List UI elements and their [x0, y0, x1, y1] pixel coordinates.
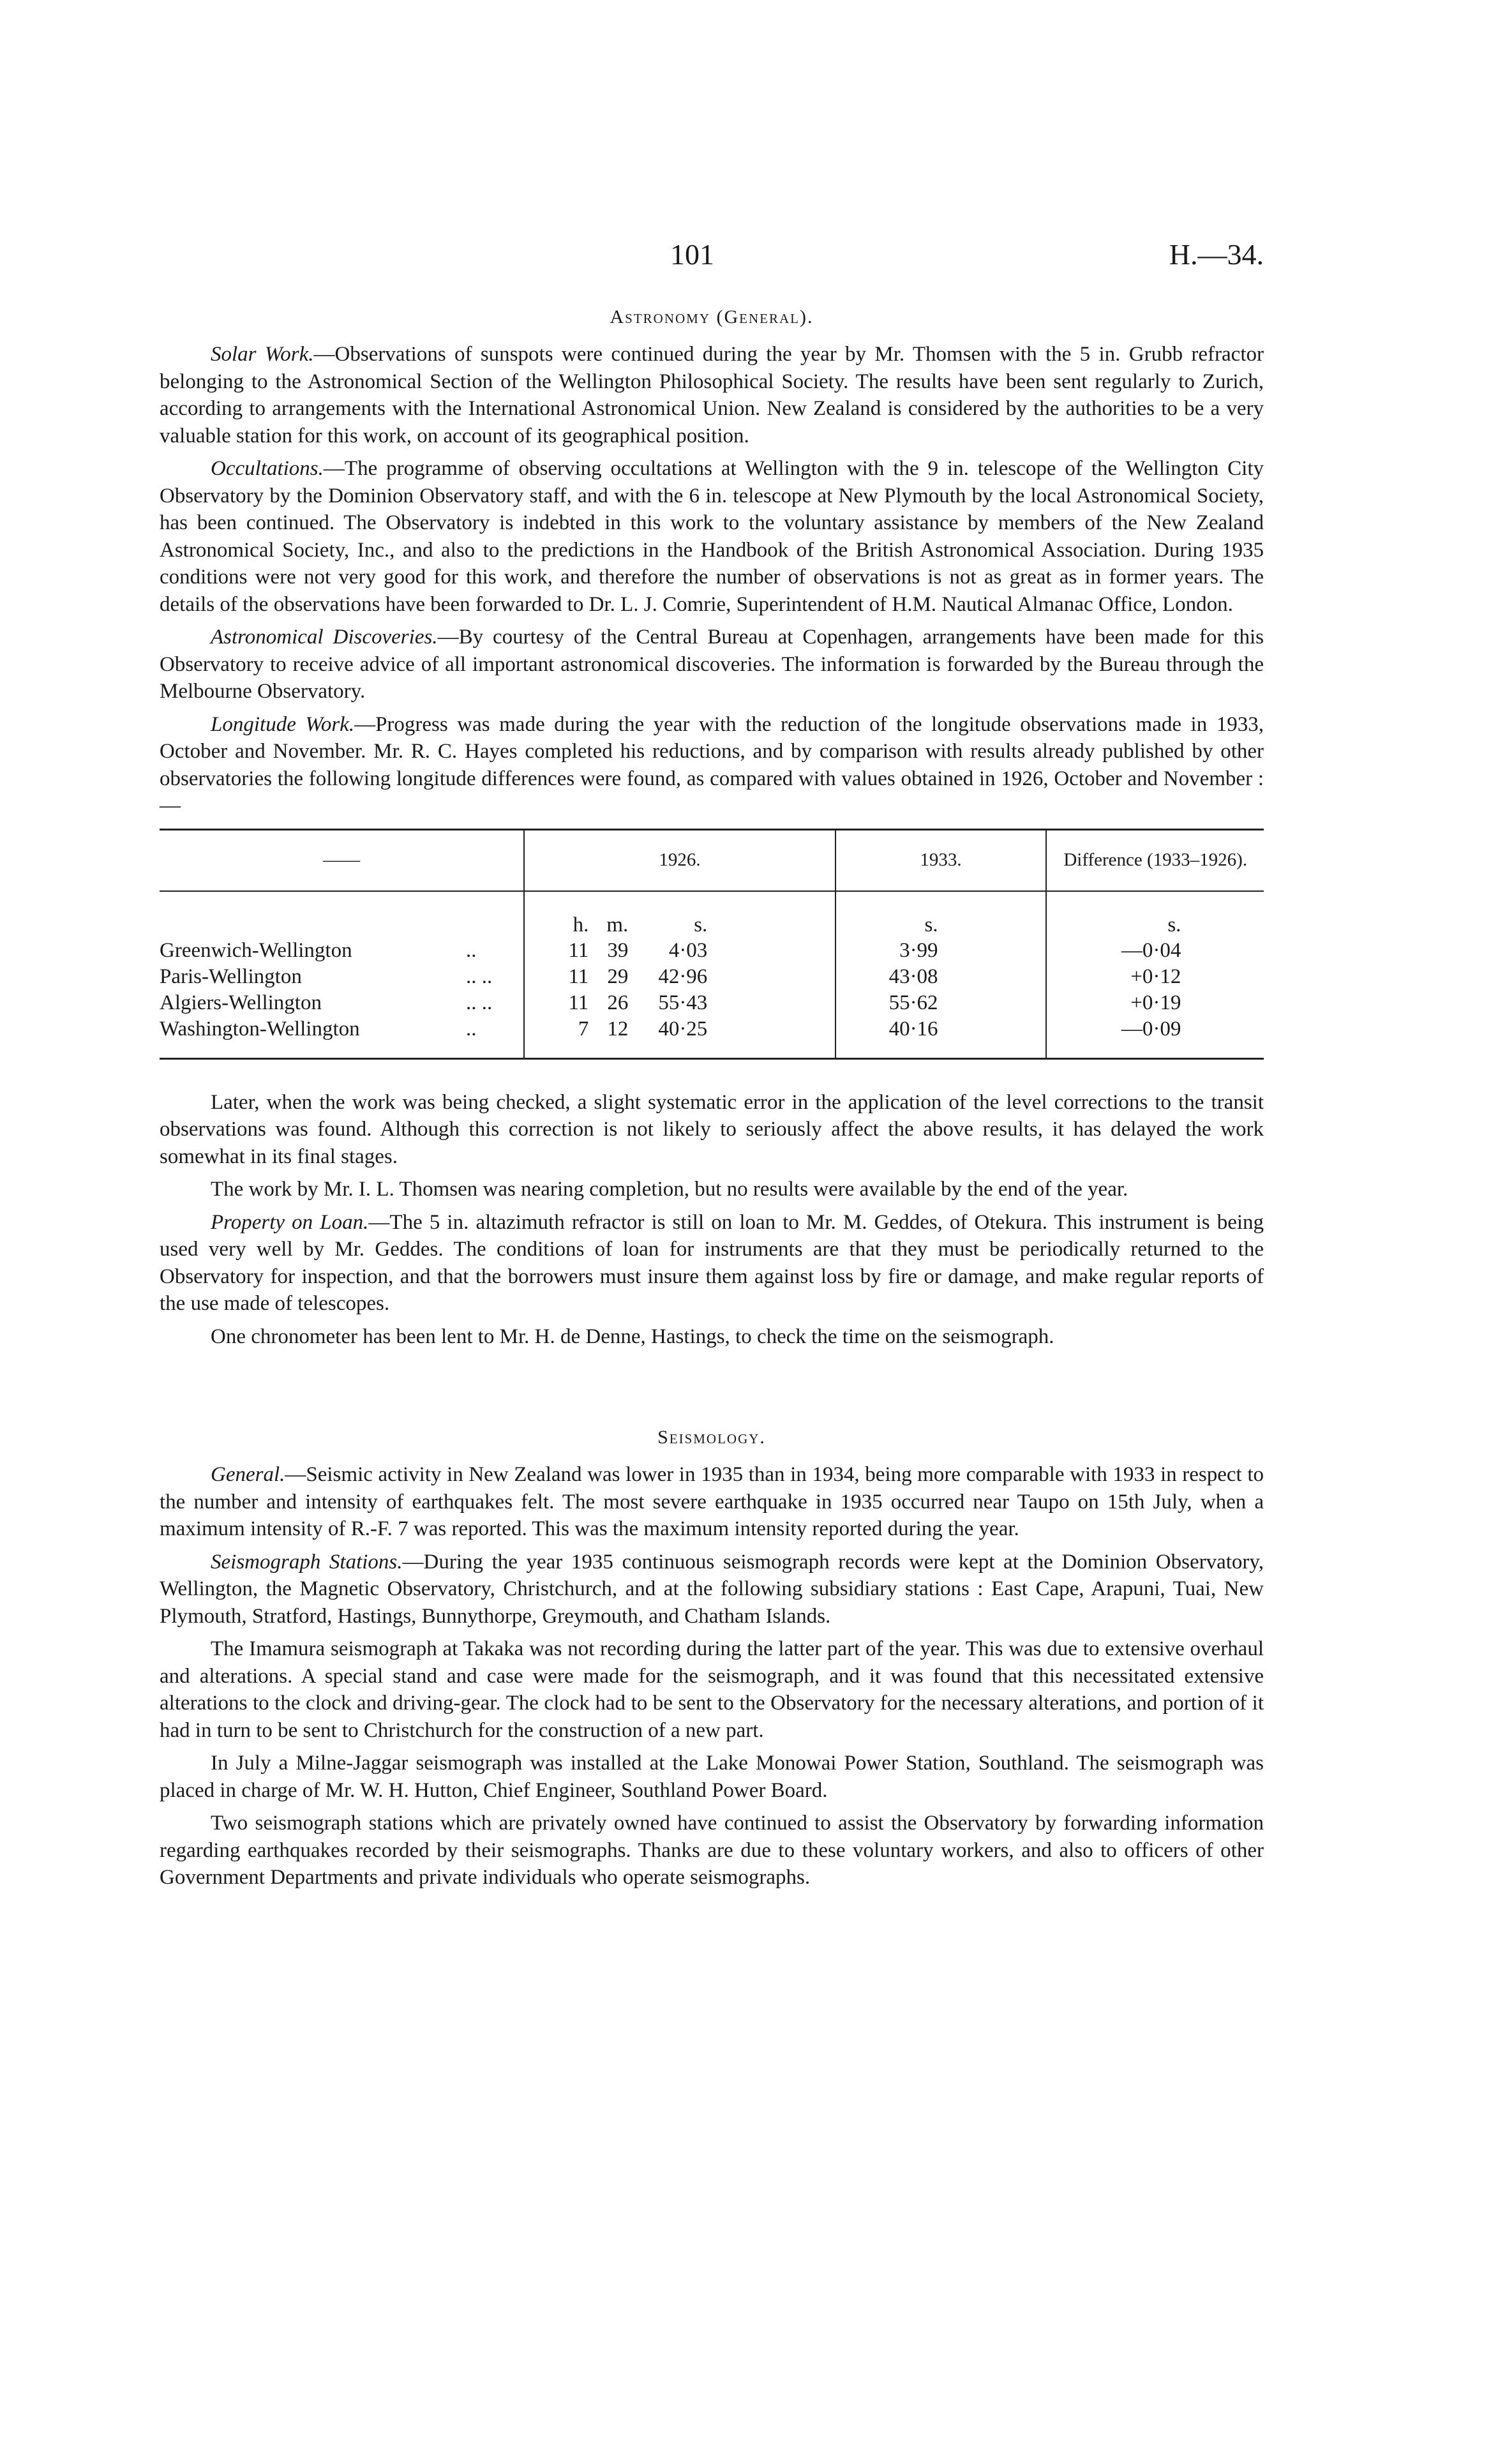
- astronomy-paragraphs: [160, 341, 1264, 820]
- value-difference: —0·09: [1121, 1017, 1181, 1040]
- value-minutes: 39: [607, 938, 629, 962]
- paragraph: [160, 1089, 1264, 1171]
- paragraph: [160, 455, 1264, 618]
- station-pair-name: Greenwich-Wellington: [160, 938, 352, 962]
- unit-seconds-1933: s.: [924, 913, 938, 936]
- paragraph-lead: General.: [211, 1463, 285, 1486]
- section-title-seismology: Seismology.: [657, 1427, 766, 1448]
- paragraph-lead: Longitude Work.: [211, 712, 355, 736]
- paragraph-text: Later, when the work was being checked, a slight systematic error in the application of the level corrections to the transit observations was found. Although this correction is not likely to seriously affect the above results, it has delayed the work somewhat in its final stages.: [160, 1090, 1264, 1168]
- value-minutes: 26: [607, 991, 629, 1014]
- table-row: [160, 991, 1264, 1018]
- paragraph-text: —The programme of observing occultations at Wellington with the 9 in. telescope of the Wellington City Observatory by the Dominion Observatory staff, and with the 6 in. telescope at New Plymouth by the local Astronomical Society, has been continued. The Observatory is indebted in this work to the voluntary assistance by members of the New Zealand Astronomical Society, Inc., and also to the predictions in the Handbook of the British Astronomical Association. During 1935 conditions were not very good for this work, and therefore the number of observations is not as great as in former years. The details of the observations have been forwarded to Dr. L. J. Comrie, Superintendent of H.M. Nautical Almanac Office, London.: [160, 457, 1264, 616]
- value-hours: 11: [568, 938, 589, 962]
- table-header-row: [160, 829, 1264, 891]
- value-seconds: 55·43: [658, 991, 708, 1014]
- value-seconds: 40·25: [658, 1017, 708, 1040]
- value-minutes: 29: [607, 965, 629, 988]
- table-header-1933: 1933.: [835, 829, 1047, 891]
- value-minutes: 12: [607, 1017, 629, 1040]
- value-1933: 55·62: [888, 991, 938, 1014]
- astronomy-after-table: [160, 1089, 1264, 1351]
- section-title-astronomy: Astronomy (General).: [610, 306, 814, 327]
- leader-dots: ..: [466, 938, 477, 962]
- value-1933: 43·08: [888, 965, 938, 988]
- leader-dots: ..: [466, 1017, 477, 1040]
- value-1933: 40·16: [888, 1017, 938, 1040]
- value-difference: —0·04: [1121, 938, 1181, 962]
- value-hours: 11: [568, 991, 589, 1014]
- paragraph: [160, 1635, 1264, 1744]
- table-row: [160, 965, 1264, 991]
- paragraph: [160, 1810, 1264, 1891]
- unit-minutes: m.: [606, 913, 629, 936]
- paragraph: [160, 1209, 1264, 1318]
- table-header-1926: 1926.: [524, 829, 835, 891]
- paragraph-text: The work by Mr. I. L. Thomsen was nearing completion, but no results were available by the end of the year.: [211, 1178, 1128, 1201]
- paragraph-text: —Progress was made during the year with the reduction of the longitude observations made in 1933, October and November. Mr. R. C. Hayes completed his reductions, and by comparison with results already published by other observatories the following longitude differences were found, as compared with values obtained in 1926, October and November :—: [160, 712, 1264, 817]
- paragraph: [160, 1461, 1264, 1543]
- page-header: [160, 230, 1264, 281]
- paragraph: [160, 341, 1264, 449]
- paragraph-text: —During the year 1935 continuous seismograph records were kept at the Dominion Observatory, Wellington, the Magnetic Observatory, Christchurch, and at the following subsidiary stations : East Cape, Arapuni, Tuai, New Plymouth, Stratford, Hastings, Bunnythorpe, Greymouth, and Chatham Islands.: [160, 1550, 1264, 1628]
- paragraph-text: Two seismograph stations which are privately owned have continued to assist the Observatory by forwarding information regarding earthquakes recorded by their seismographs. Thanks are due to these voluntary workers, and also to officers of other Government Departments and private individuals who operate seismographs.: [160, 1812, 1264, 1889]
- value-seconds: 4·03: [668, 938, 708, 962]
- station-pair-name: Washington-Wellington: [160, 1017, 360, 1040]
- value-hours: 11: [568, 965, 589, 988]
- paragraph: [160, 624, 1264, 705]
- paragraph: [160, 1323, 1264, 1351]
- page-number: 101: [670, 238, 714, 271]
- unit-seconds: s.: [694, 913, 708, 936]
- paragraph: [160, 1176, 1264, 1203]
- paragraph-lead: Occultations.: [211, 457, 324, 480]
- unit-seconds-diff: s.: [1167, 913, 1181, 936]
- paragraph-text: —The 5 in. altazimuth refractor is still on loan to Mr. M. Geddes, of Otekura. This instrument is being used very well by Mr. Geddes. The conditions of loan for instruments are that they must be periodically returned to the Observatory for inspection, and that the borrowers must insure them against loss by fire or damage, and make regular reports of the use made of telescopes.: [160, 1210, 1264, 1315]
- paragraph: [160, 711, 1264, 820]
- leader-dots: .. ..: [466, 991, 493, 1014]
- paragraph-lead: Solar Work.: [211, 343, 314, 366]
- station-pair-name: Paris-Wellington: [160, 965, 302, 988]
- table-row: [160, 1018, 1264, 1059]
- paragraph-text: —Observations of sunspots were continued during the year by Mr. Thomsen with the 5 in. Grubb refractor belonging to the Astronomical Section of the Wellington Philosophical Society. The results have been sent regularly to Zurich, according to arrangements with the International Astronomical Union. New Zealand is considered by the authorities to be a very valuable station for this work, on account of its geographical position.: [160, 343, 1264, 447]
- document-page: [160, 230, 1264, 1897]
- value-1933: 3·99: [899, 938, 938, 962]
- paragraph-lead: Property on Loan.: [211, 1210, 369, 1234]
- paragraph-text: —By courtesy of the Central Bureau at Copenhagen, arrangements have been made for this Observatory to receive advice of all important astronomical discoveries. The information is forwarded by the Bureau through the Melbourne Observatory.: [160, 626, 1264, 703]
- station-pair-name: Algiers-Wellington: [160, 991, 322, 1014]
- table-row: [160, 939, 1264, 965]
- longitude-table: [160, 829, 1264, 1060]
- paragraph-text: In July a Milne-Jaggar seismograph was installed at the Lake Monowai Power Station, Southland. The seismograph was placed in charge of Mr. W. H. Hutton, Chief Engineer, Southland Power Board.: [160, 1752, 1264, 1802]
- paragraph-lead: Astronomical Discoveries.: [211, 626, 438, 649]
- value-difference: +0·19: [1130, 991, 1181, 1014]
- table-header-station: ——: [160, 829, 524, 891]
- value-seconds: 42·96: [658, 965, 708, 988]
- unit-hours: h.: [573, 913, 589, 936]
- value-hours: 7: [578, 1017, 589, 1040]
- paragraph-text: The Imamura seismograph at Takaka was not recording during the latter part of the year. This was due to extensive overhaul and alterations. A special stand and case were made for the seismograph, and it was found that this necessitated extensive alterations to the clock and driving-gear. The clock had to be sent to the Observatory for the necessary alterations, and portion of it had in turn to be sent to Christchurch for the construction of a new part.: [160, 1637, 1264, 1742]
- leader-dots: .. ..: [466, 965, 493, 988]
- paragraph: [160, 1549, 1264, 1630]
- paragraph: [160, 1750, 1264, 1804]
- table-units-row: [160, 891, 1264, 939]
- paragraph-text: —Seismic activity in New Zealand was lower in 1935 than in 1934, being more comparable with 1933 in respect to the number and intensity of earthquakes felt. The most severe earthquake in 1935 occurred near Taupo on 15th July, when a maximum intensity of R.-F. 7 was reported. This was the maximum intensity reported during the year.: [160, 1463, 1264, 1540]
- paragraph-lead: Seismograph Stations.: [211, 1550, 403, 1574]
- table-header-difference: Difference (1933–1926).: [1046, 829, 1264, 891]
- document-reference: H.—34.: [1169, 238, 1264, 271]
- value-difference: +0·12: [1130, 965, 1181, 988]
- seismology-paragraphs: [160, 1461, 1264, 1891]
- paragraph-text: One chronometer has been lent to Mr. H. de Denne, Hastings, to check the time on the seismograph.: [211, 1325, 1054, 1348]
